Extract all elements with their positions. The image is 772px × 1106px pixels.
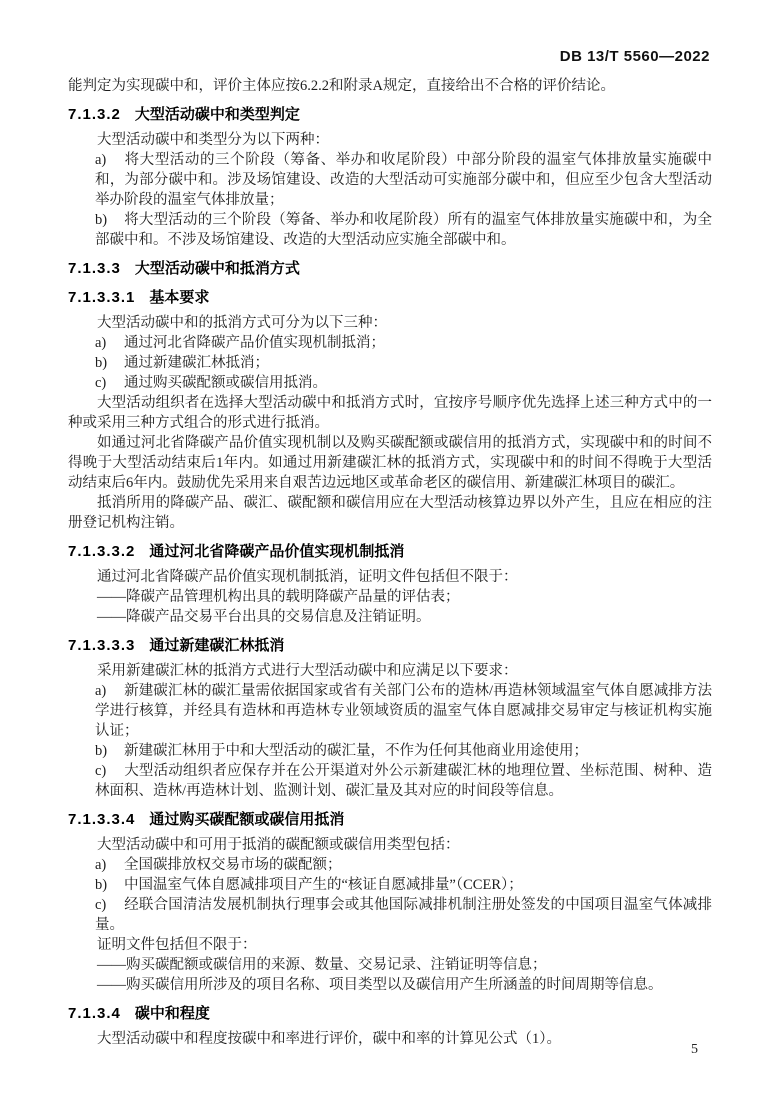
paragraph: 能判定为实现碳中和，评价主体应按6.2.2和附录A规定，直接给出不合格的评价结论。 <box>68 78 615 94</box>
section-number: 7.1.3.3.3 <box>68 637 136 654</box>
list-item-label: a) <box>95 683 107 699</box>
list-item-text: 新建碳汇林的碳汇量需依据国家或省有关部门公布的造林/再造林领域温室气体自愿减排方法学进行核算，并经具有造林和再造林专业领域资质的温室气体自愿减排交易审定与核证机构实施认证； <box>95 683 712 739</box>
list-item-label: b) <box>95 212 108 228</box>
list-item-text: 大型活动组织者应保存并在公开渠道对外公示新建碳汇林的地理位置、坐标范围、树种、造林面积、造林/再造林计划、监测计划、碳汇量及其对应的时间段等信息。 <box>95 763 712 799</box>
section-heading <box>68 259 712 279</box>
lettered-list <box>95 681 712 801</box>
paragraph: 大型活动碳中和类型分为以下两种： <box>97 132 329 148</box>
section-title: 大型活动碳中和抵消方式 <box>134 260 300 277</box>
list-item <box>95 855 712 875</box>
list-item-text: 将大型活动的三个阶段（筹备、举办和收尾阶段）所有的温室气体排放量实施碳中和，为全部碳中和。不涉及场馆建设、改造的大型活动应实施全部碳中和。 <box>95 212 712 248</box>
list-item <box>95 353 712 373</box>
section-heading <box>68 636 712 656</box>
document-body <box>68 76 712 1049</box>
list-item <box>95 741 712 761</box>
section-number: 7.1.3.3.1 <box>68 289 136 306</box>
section-heading <box>68 542 712 562</box>
list-item-label: c) <box>95 375 107 391</box>
list-item-text: 通过新建碳汇林抵消； <box>124 355 269 371</box>
lettered-list <box>95 150 712 250</box>
paragraph: 抵消所用的降碳产品、碳汇、碳配额和碳信用应在大型活动核算边界以外产生，且应在相应的注册登记机构注销。 <box>68 495 712 531</box>
list-item-label: b) <box>95 355 108 371</box>
paragraph: 如通过河北省降碳产品价值实现机制以及购买碳配额或碳信用的抵消方式，实现碳中和的时间不得晚于大型活动结束后1年内。如通过用新建碳汇林的抵消方式，实现碳中和的时间不得晚于大型活动结束后6年内。鼓励优先采用来自艰苦边远地区或革命老区的碳信用、新建碳汇林项目的碳汇。 <box>68 435 712 491</box>
list-item-label: b) <box>95 877 108 893</box>
standard-number-header: DB 13/T 5560—2022 <box>559 48 710 65</box>
section-heading <box>68 288 712 308</box>
section-heading <box>68 810 712 830</box>
list-item-label: c) <box>95 897 107 913</box>
paragraph: 证明文件包括但不限于： <box>97 937 257 953</box>
list-item-text: 经联合国清洁发展机制执行理事会或其他国际减排机制注册处签发的中国项目温室气体减排量。 <box>95 897 712 933</box>
section-number: 7.1.3.3.4 <box>68 811 136 828</box>
list-item-text: 全国碳排放权交易市场的碳配额； <box>124 857 342 873</box>
list-item <box>95 150 712 210</box>
list-item-text: 新建碳汇林用于中和大型活动的碳汇量，不作为任何其他商业用途使用； <box>124 743 588 759</box>
dash-item: ——降碳产品管理机构出具的载明降碳产品量的评估表； <box>97 589 460 605</box>
list-item <box>95 895 712 935</box>
list-item <box>95 333 712 353</box>
list-item-label: a) <box>95 335 107 351</box>
section-title: 大型活动碳中和类型判定 <box>134 106 300 123</box>
paragraph: 大型活动碳中和的抵消方式可分为以下三种： <box>97 315 387 331</box>
section-title: 通过新建碳汇林抵消 <box>149 637 285 654</box>
page-number: 5 <box>691 1042 698 1057</box>
list-item <box>95 373 712 393</box>
lettered-list <box>95 333 712 393</box>
section-heading <box>68 1004 712 1024</box>
paragraph: 采用新建碳汇林的抵消方式进行大型活动碳中和应满足以下要求： <box>97 663 518 679</box>
dash-item: ——降碳产品交易平台出具的交易信息及注销证明。 <box>97 609 431 625</box>
list-item-label: a) <box>95 857 107 873</box>
section-title: 通过购买碳配额或碳信用抵消 <box>149 811 345 828</box>
list-item <box>95 210 712 250</box>
list-item-label: a) <box>95 152 107 168</box>
section-number: 7.1.3.3 <box>68 260 121 277</box>
paragraph: 大型活动碳中和程度按碳中和率进行评价，碳中和率的计算见公式（1）。 <box>97 1031 561 1047</box>
dash-item: ——购买碳信用所涉及的项目名称、项目类型以及碳信用产生所涵盖的时间周期等信息。 <box>97 977 663 993</box>
list-item-label: c) <box>95 763 107 779</box>
section-title: 基本要求 <box>149 289 210 306</box>
list-item-text: 通过河北省降碳产品价值实现机制抵消； <box>124 335 385 351</box>
paragraph: 通过河北省降碳产品价值实现机制抵消，证明文件包括但不限于： <box>97 569 518 585</box>
section-title: 碳中和程度 <box>134 1005 210 1022</box>
section-title: 通过河北省降碳产品价值实现机制抵消 <box>149 543 405 560</box>
section-number: 7.1.3.2 <box>68 106 121 123</box>
list-item-label: b) <box>95 743 108 759</box>
list-item <box>95 681 712 741</box>
paragraph: 大型活动组织者在选择大型活动碳中和抵消方式时，宜按序号顺序优先选择上述三种方式中的一种或采用三种方式组合的形式进行抵消。 <box>68 395 712 431</box>
dash-item: ——购买碳配额或碳信用的来源、数量、交易记录、注销证明等信息； <box>97 957 547 973</box>
section-number: 7.1.3.3.2 <box>68 543 136 560</box>
paragraph: 大型活动碳中和可用于抵消的碳配额或碳信用类型包括： <box>97 837 460 853</box>
section-number: 7.1.3.4 <box>68 1005 121 1022</box>
section-heading <box>68 105 712 125</box>
list-item-text: 将大型活动的三个阶段（筹备、举办和收尾阶段）中部分阶段的温室气体排放量实施碳中和，为部分碳中和。涉及场馆建设、改造的大型活动可实施部分碳中和，但应至少包含大型活动举办阶段的温室气体排放量； <box>95 152 712 208</box>
list-item-text: 中国温室气体自愿减排项目产生的“核证自愿减排量”（CCER）； <box>124 877 523 893</box>
list-item <box>95 761 712 801</box>
list-item <box>95 875 712 895</box>
list-item-text: 通过购买碳配额或碳信用抵消。 <box>124 375 327 391</box>
lettered-list <box>95 855 712 935</box>
